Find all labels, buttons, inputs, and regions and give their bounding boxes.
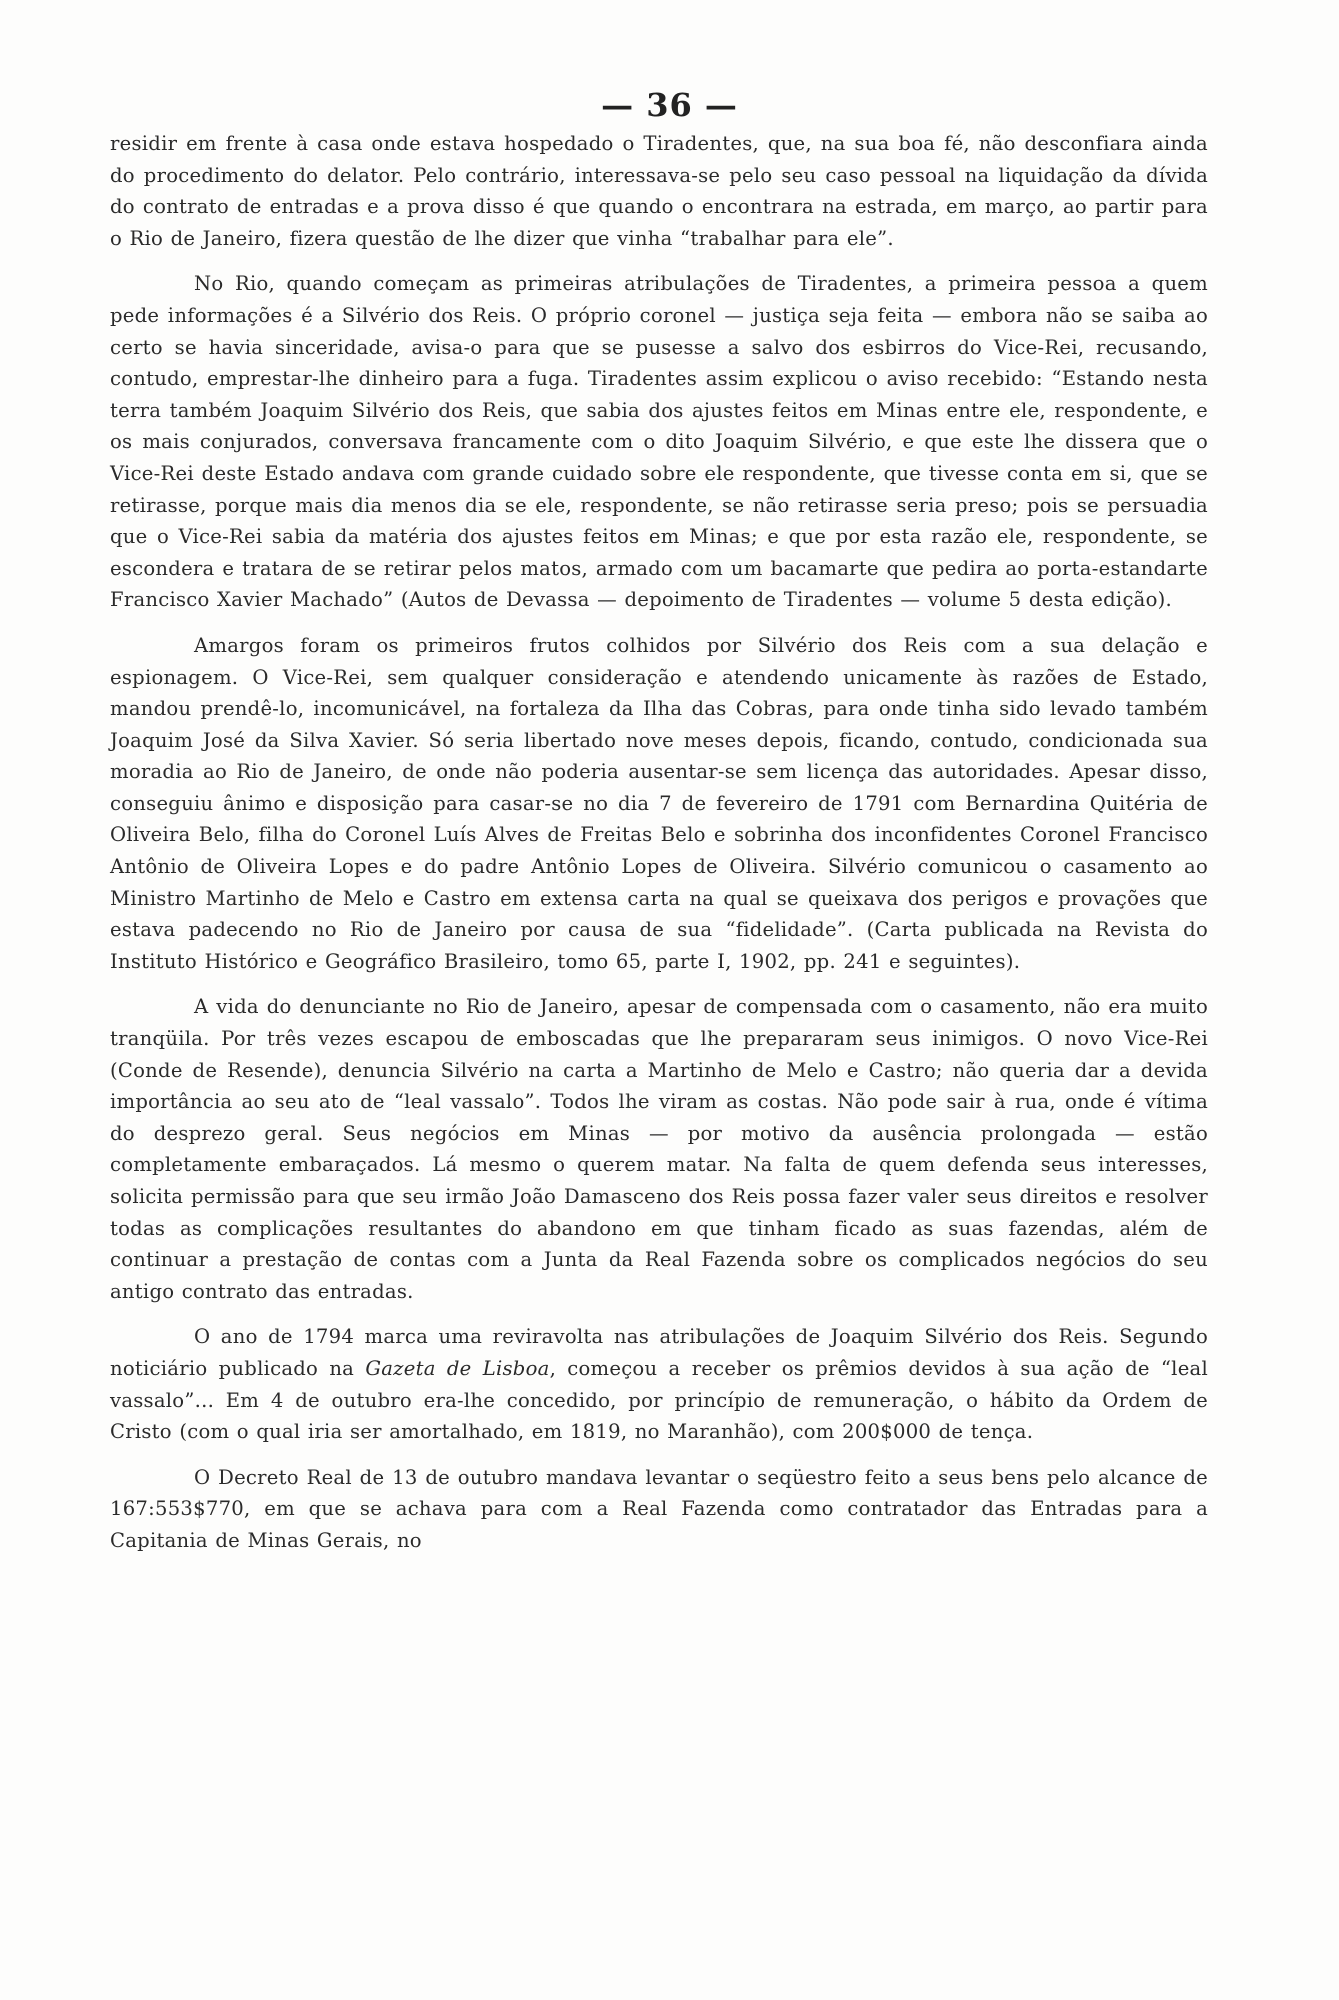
- paragraph: [110, 630, 1208, 978]
- paragraph: [110, 128, 1208, 254]
- paragraph-text-before: O ano de 1794 marca uma reviravolta nas atribulações de Joaquim Silvério dos Reis. Segundo noticiário publicado na: [110, 1325, 1208, 1380]
- paragraph-text: O Decreto Real de 13 de outubro mandava levantar o seqüestro feito a seus bens pelo alcance de 167:553$770, em que se achava para com a Real Fazenda como contratador das Entradas para a Capitania de Minas Gerais, no: [110, 1465, 1208, 1552]
- paragraph-text: No Rio, quando começam as primeiras atribulações de Tiradentes, a primeira pessoa a quem pede informações é a Silvério dos Reis. O próprio coronel — justiça seja feita — embora não se saiba ao certo se havia sinceridade, avisa-o para que se pusesse a salvo dos esbirros do Vice-Rei, recusando, contudo, emprestar-lhe dinheiro para a fuga. Tiradentes assim explicou o aviso recebido: “Estando nesta terra também Joaquim Silvério dos Reis, que sabia dos ajustes feitos em Minas entre ele, respondente, e os mais conjurados, conversava francamente com o dito Joaquim Silvério, e que este lhe dissera que o Vice-Rei deste Estado andava com grande cuidado sobre ele respondente, que tivesse conta em si, que se retirasse, porque mais dia menos dia se ele, respondente, se não retirasse seria preso; pois se persuadia que o Vice-Rei sabia da matéria dos ajustes feitos em Minas; e que por esta razão ele, respondente, se escondera e tratara de se retirar pelos matos, armado com um bacamarte que pedira ao porta-estandarte Francisco Xavier Machado” (Autos de Devassa — depoimento de Tiradentes — volume 5 desta edição).: [110, 272, 1208, 612]
- paragraph-text: A vida do denunciante no Rio de Janeiro, apesar de compensada com o casamento, não era muito tranqüila. Por três vezes escapou de emboscadas que lhe prepararam seus inimigos. O novo Vice-Rei (Conde de Resende), denuncia Silvério na carta a Martinho de Melo e Castro; não queria dar a devida importância ao seu ato de “leal vassalo”. Todos lhe viram as costas. Não pode sair à rua, onde é vítima do desprezo geral. Seus negócios em Minas — por motivo da ausência prolongada — estão completamente embaraçados. Lá mesmo o querem matar. Na falta de quem defenda seus interesses, solicita permissão para que seu irmão João Damasceno dos Reis possa fazer valer seus direitos e resolver todas as complicações resultantes do abandono em que tinham ficado as suas fazendas, além de continuar a prestação de contas com a Junta da Real Fazenda sobre os complicados negócios do seu antigo contrato das entradas.: [110, 995, 1208, 1303]
- paragraph: [110, 991, 1208, 1307]
- paragraph: [110, 268, 1208, 616]
- paragraph: [110, 1321, 1208, 1447]
- body-text: [110, 128, 1208, 1571]
- paragraph-text: Amargos foram os primeiros frutos colhidos por Silvério dos Reis com a sua delação e espionagem. O Vice-Rei, sem qualquer consideração e atendendo unicamente às razões de Estado, mandou prendê-lo, incomunicável, na fortaleza da Ilha das Cobras, para onde tinha sido levado também Joaquim José da Silva Xavier. Só seria libertado nove meses depois, ficando, contudo, condicionada sua moradia ao Rio de Janeiro, de onde não poderia ausentar-se sem licença das autoridades. Apesar disso, conseguiu ânimo e disposição para casar-se no dia 7 de fevereiro de 1791 com Bernardina Quitéria de Oliveira Belo, filha do Coronel Luís Alves de Freitas Belo e sobrinha dos inconfidentes Coronel Francisco Antônio de Oliveira Lopes e do padre Antônio Lopes de Oliveira. Silvério comunicou o casamento ao Ministro Martinho de Melo e Castro em extensa carta na qual se queixava dos perigos e provações que estava padecendo no Rio de Janeiro por causa de sua “fidelidade”. (Carta publicada na Revista do Instituto Histórico e Geográfico Brasileiro, tomo 65, parte I, 1902, pp. 241 e seguintes).: [110, 633, 1208, 973]
- publication-title: Gazeta de Lisboa: [365, 1356, 550, 1380]
- page-number: — 36 —: [601, 86, 738, 124]
- paragraph-text: residir em frente à casa onde estava hospedado o Tiradentes, que, na sua boa fé, não desconfiara ainda do procedimento do delator. Pelo contrário, interessava-se pelo seu caso pessoal na liquidação da dívida do contrato de entradas e a prova disso é que quando o encontrara na estrada, em março, ao partir para o Rio de Janeiro, fizera questão de lhe dizer que vinha “trabalhar para ele”.: [110, 132, 1208, 250]
- paragraph-text-after: , começou a receber os prêmios devidos à sua ação de “leal vassalo”... Em 4 de outubro era-lhe concedido, por princípio de remuneração, o hábito da Ordem de Cristo (com o qual iria ser amortalhado, em 1819, no Maranhão), com 200$000 de tença.: [110, 1356, 1208, 1444]
- paragraph: [110, 1462, 1208, 1557]
